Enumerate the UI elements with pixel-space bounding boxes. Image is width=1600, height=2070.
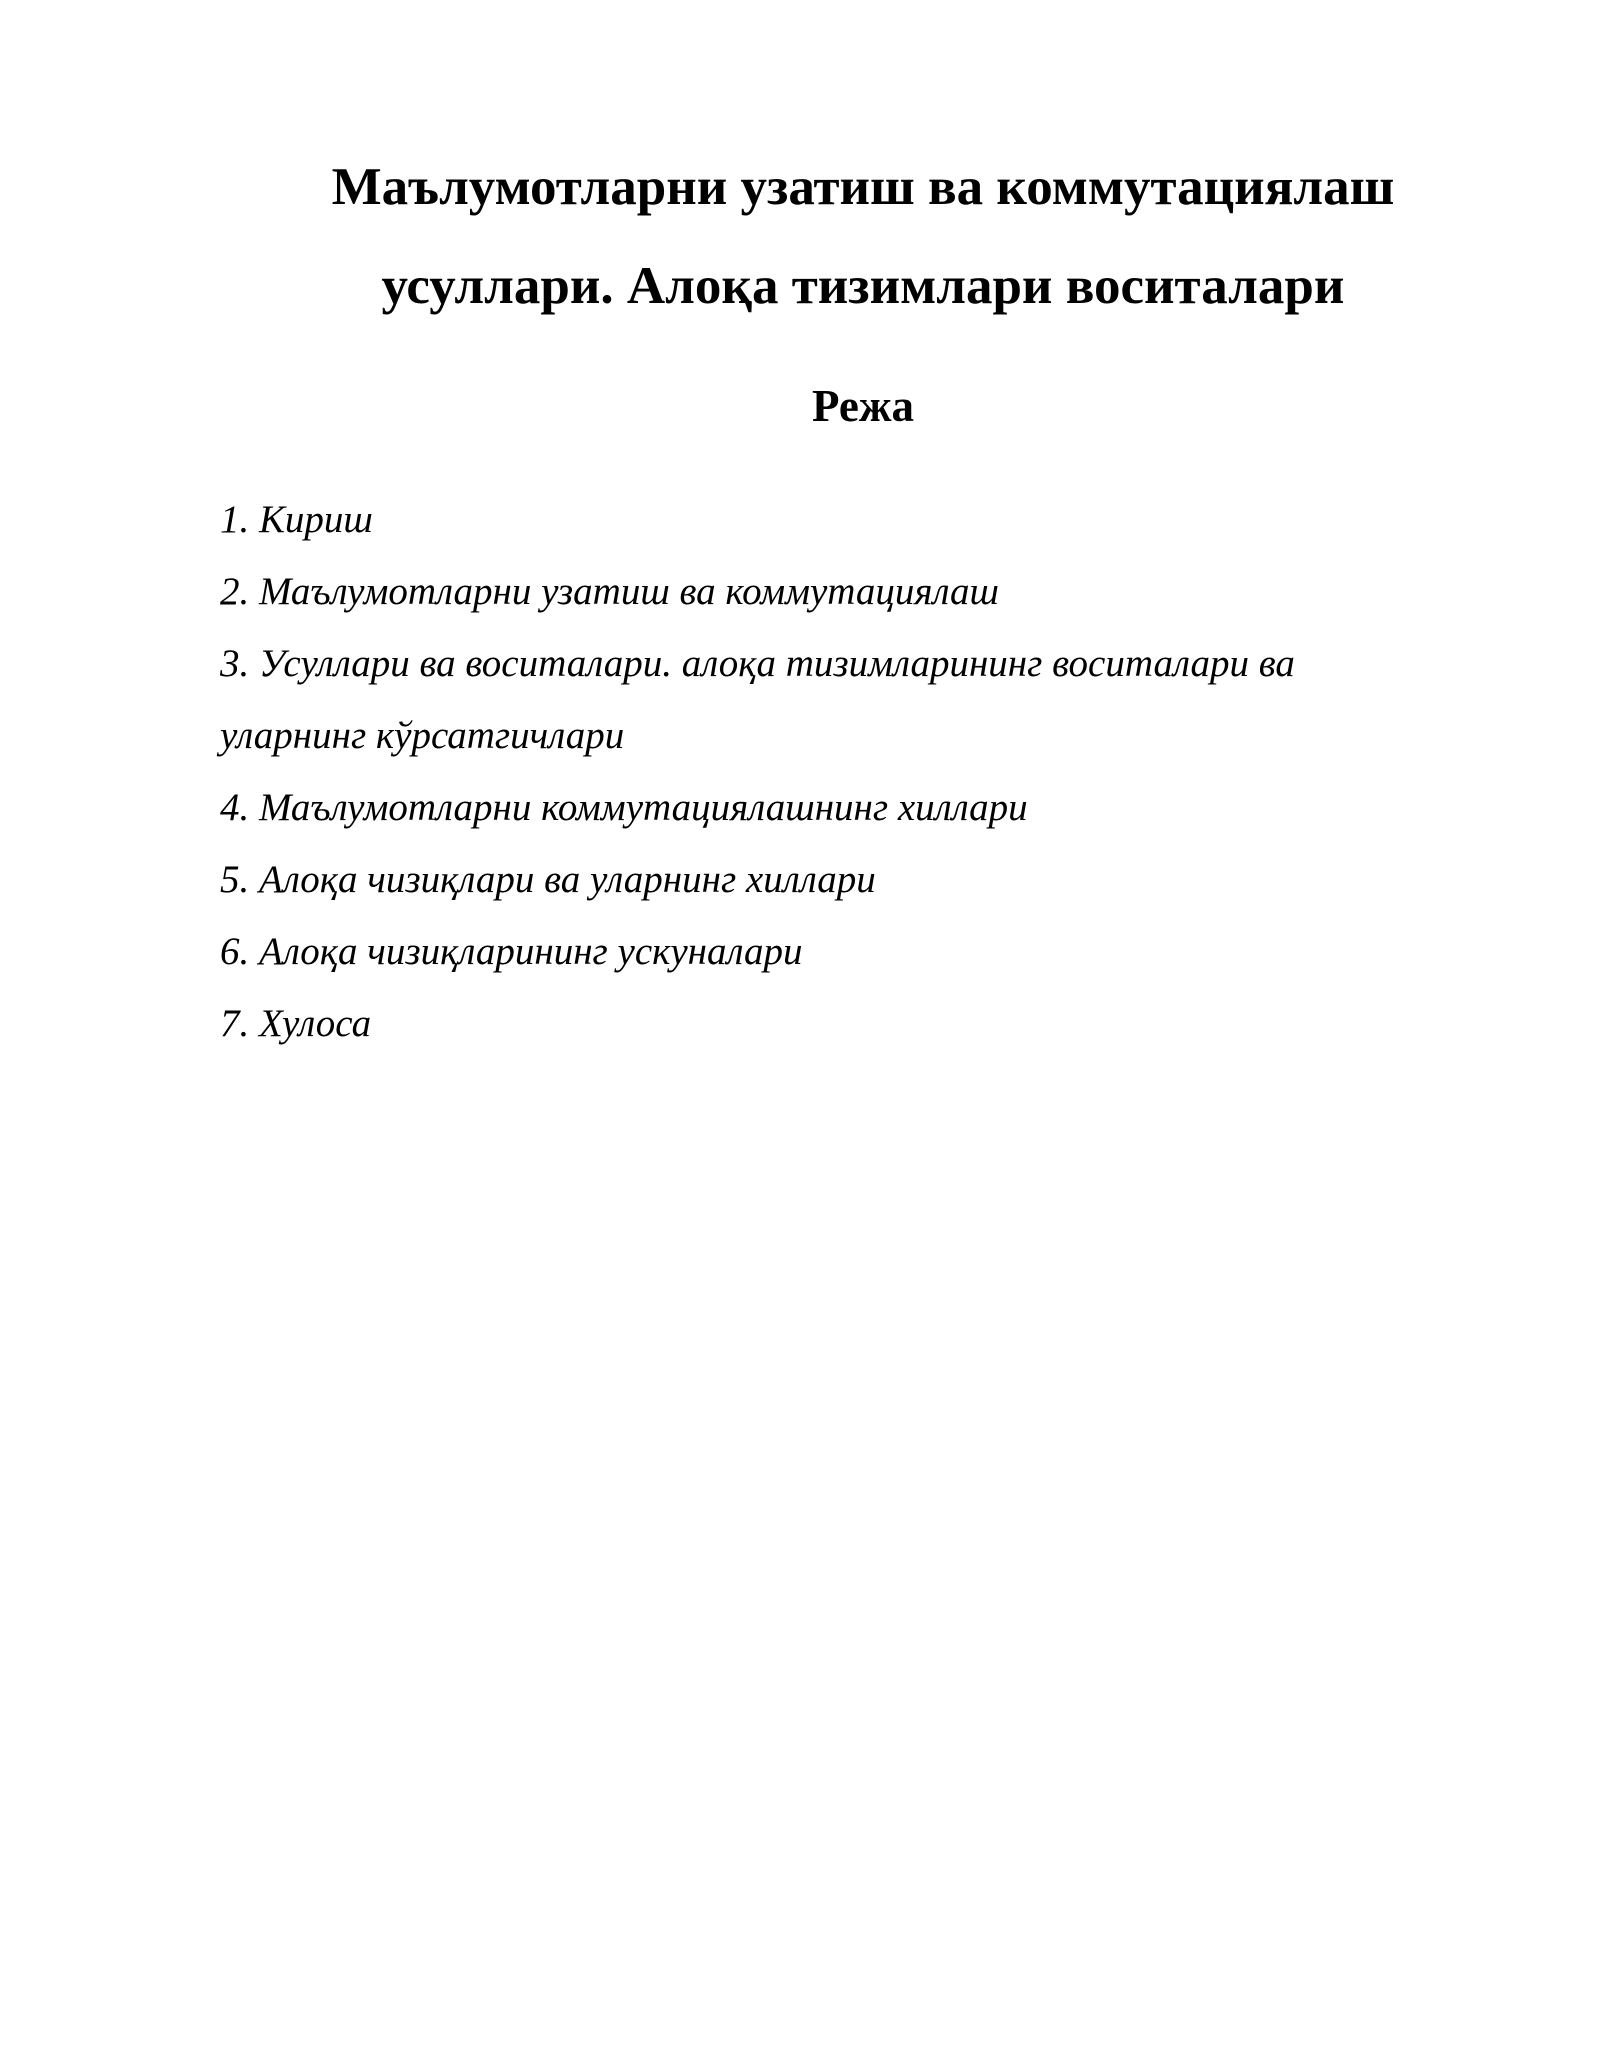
plan-item-3: 3. Усуллари ва воситалари. алоқа тизимларининг воситалари ва (220, 642, 1295, 685)
plan-item-1: 1. Кириш (220, 498, 373, 541)
plan-item-2: 2. Маълумотларни узатиш ва коммутациялаш (220, 570, 999, 613)
title-line-2: усуллари. Алоқа тизимлари воситалари (381, 257, 1345, 315)
plan-heading: Режа (812, 381, 914, 431)
plan-item-7: 7. Хулоса (220, 1002, 372, 1045)
plan-item-5: 5. Алоқа чизиқлари ва уларнинг хиллари (220, 858, 876, 901)
plan-item-4: 4. Маълумотларни коммутациялашнинг хиллари (220, 786, 1028, 829)
plan-item-3-continuation: уларнинг кўрсатгичлари (220, 714, 625, 757)
plan-item-6: 6. Алоқа чизиқларининг ускуналари (220, 930, 803, 973)
title-line-1: Маълумотларни узатиш ва коммутациялаш (331, 158, 1395, 216)
document-title (218, 138, 1508, 336)
plan-list (220, 484, 1460, 1060)
